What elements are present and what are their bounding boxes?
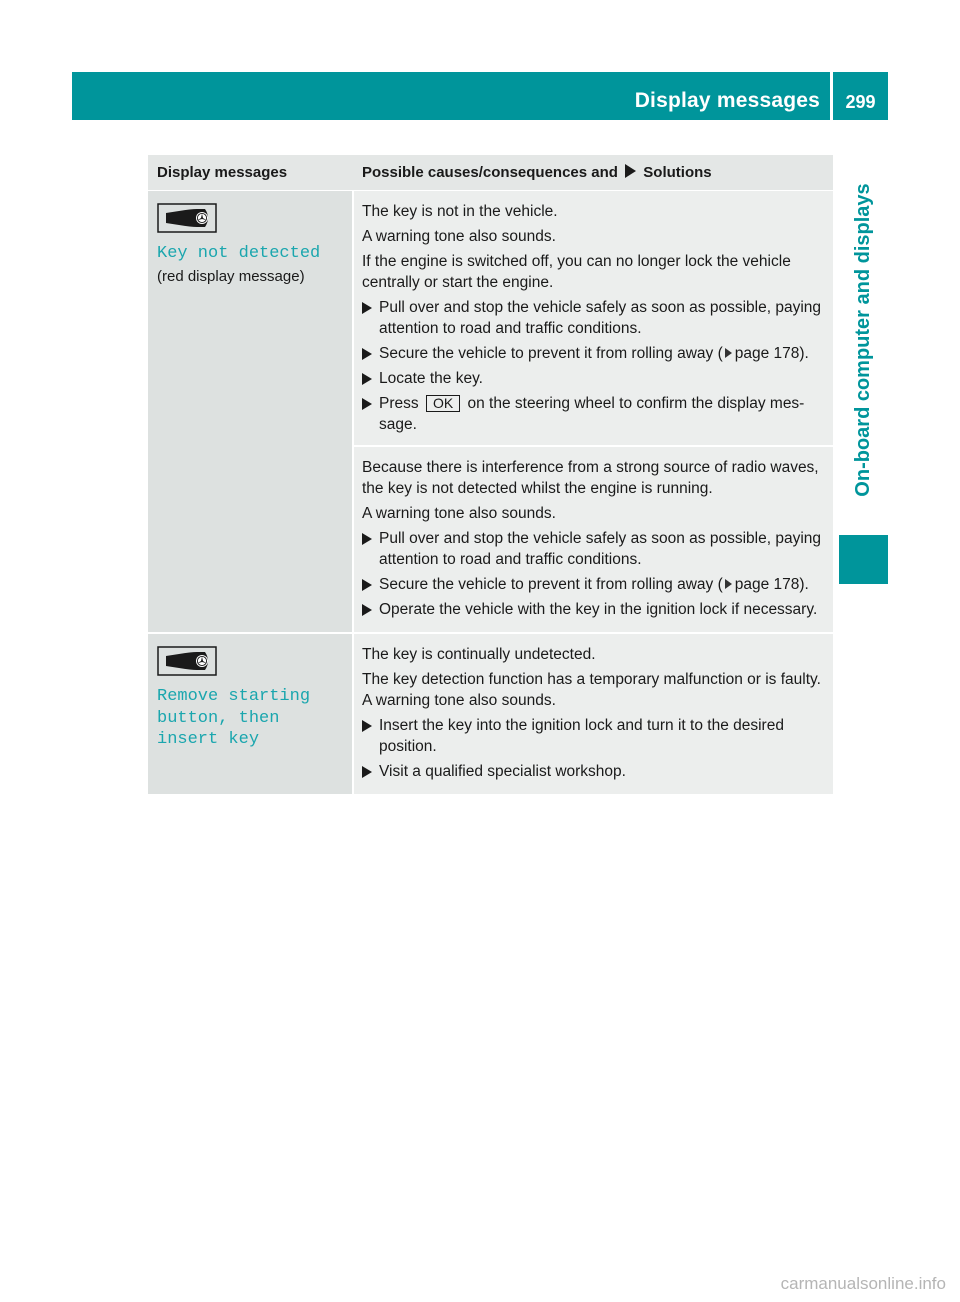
cause-text: The key is not in the vehicle. xyxy=(362,203,558,220)
arrow-right-icon xyxy=(362,766,372,778)
cause-text: A warning tone also sounds. xyxy=(362,228,556,245)
column-header-solutions-label: Solutions xyxy=(643,164,712,181)
section-title: Display messages xyxy=(634,89,820,112)
page-reference-link[interactable]: page 178). xyxy=(734,345,809,362)
message-cell xyxy=(148,191,353,634)
key-icon xyxy=(157,203,217,233)
step-text: Locate the key. xyxy=(379,370,483,387)
solution-cell xyxy=(353,191,833,634)
display-messages-table xyxy=(148,155,833,796)
solution-step xyxy=(362,715,826,757)
side-tab xyxy=(839,150,888,530)
step-text: Insert the key into the ignition lock and turn it to the desired position. xyxy=(379,717,784,755)
solution-step xyxy=(362,393,826,435)
arrow-right-icon xyxy=(362,533,372,545)
side-tab-label: On-board computer and displays xyxy=(852,183,874,497)
arrow-right-icon xyxy=(362,604,372,616)
arrow-right-icon xyxy=(362,302,372,314)
solution-step xyxy=(362,599,826,620)
column-header-solutions-text: Possible causes/consequences and xyxy=(362,164,618,181)
ok-button-symbol: OK xyxy=(426,395,460,412)
page-reference-link[interactable]: page 178). xyxy=(734,576,809,593)
step-text: Pull over and stop the vehicle safely as soon as possible, paying attention to road and traffic conditions. xyxy=(379,530,822,568)
table-header-row xyxy=(148,155,833,191)
display-message-text: Remove starting button, then insert key xyxy=(157,687,311,749)
cause-text: The key detection function has a temporary malfunction or is faulty. A warning tone also sounds. xyxy=(362,671,821,709)
arrow-right-icon xyxy=(625,164,636,178)
side-tab-marker xyxy=(839,535,888,584)
step-text: Secure the vehicle to prevent it from rolling away ( xyxy=(379,345,723,362)
cause-text: A warning tone also sounds. xyxy=(362,505,556,522)
key-icon xyxy=(157,646,217,676)
arrow-right-icon xyxy=(362,579,372,591)
table-row xyxy=(148,191,833,634)
arrow-right-icon xyxy=(362,398,372,410)
message-note: (red display message) xyxy=(157,267,305,285)
solution-step xyxy=(362,368,826,389)
header-bar xyxy=(72,72,888,120)
step-text: Visit a qualified specialist workshop. xyxy=(379,763,626,780)
step-text: Operate the vehicle with the key in the ignition lock if necessary. xyxy=(379,601,818,618)
step-text: Pull over and stop the vehicle safely as soon as possible, paying attention to road and traffic conditions. xyxy=(379,299,822,337)
step-text: Press xyxy=(379,395,419,412)
solution-cell xyxy=(353,633,833,795)
step-text: Secure the vehicle to prevent it from rolling away ( xyxy=(379,576,723,593)
table-row xyxy=(148,633,833,795)
cause-text: The key is continually undetected. xyxy=(362,646,596,663)
page-number: 299 xyxy=(845,92,876,112)
page-reference-icon xyxy=(725,348,732,358)
cause-text: Because there is interference from a strong source of radio waves, the key is not detected whilst the engine is running. xyxy=(362,459,819,497)
solution-step xyxy=(362,761,826,782)
page-reference-icon xyxy=(725,579,732,589)
display-message-text: Key not detected xyxy=(157,244,321,263)
watermark: carmanualsonline.info xyxy=(780,1274,946,1293)
solution-step xyxy=(362,574,826,595)
alternative-cause-block xyxy=(354,445,833,620)
column-header-messages: Display messages xyxy=(148,155,353,191)
message-cell xyxy=(148,633,353,795)
cause-text: If the engine is switched off, you can no longer lock the vehicle centrally or start the engine. xyxy=(362,253,791,291)
arrow-right-icon xyxy=(362,373,372,385)
solution-step xyxy=(362,528,826,570)
solution-step xyxy=(362,297,826,339)
arrow-right-icon xyxy=(362,348,372,360)
solution-step xyxy=(362,343,826,364)
arrow-right-icon xyxy=(362,720,372,732)
step-text: on the steering wheel to confirm the display mes-sage. xyxy=(379,395,805,433)
column-header-solutions xyxy=(353,155,833,191)
